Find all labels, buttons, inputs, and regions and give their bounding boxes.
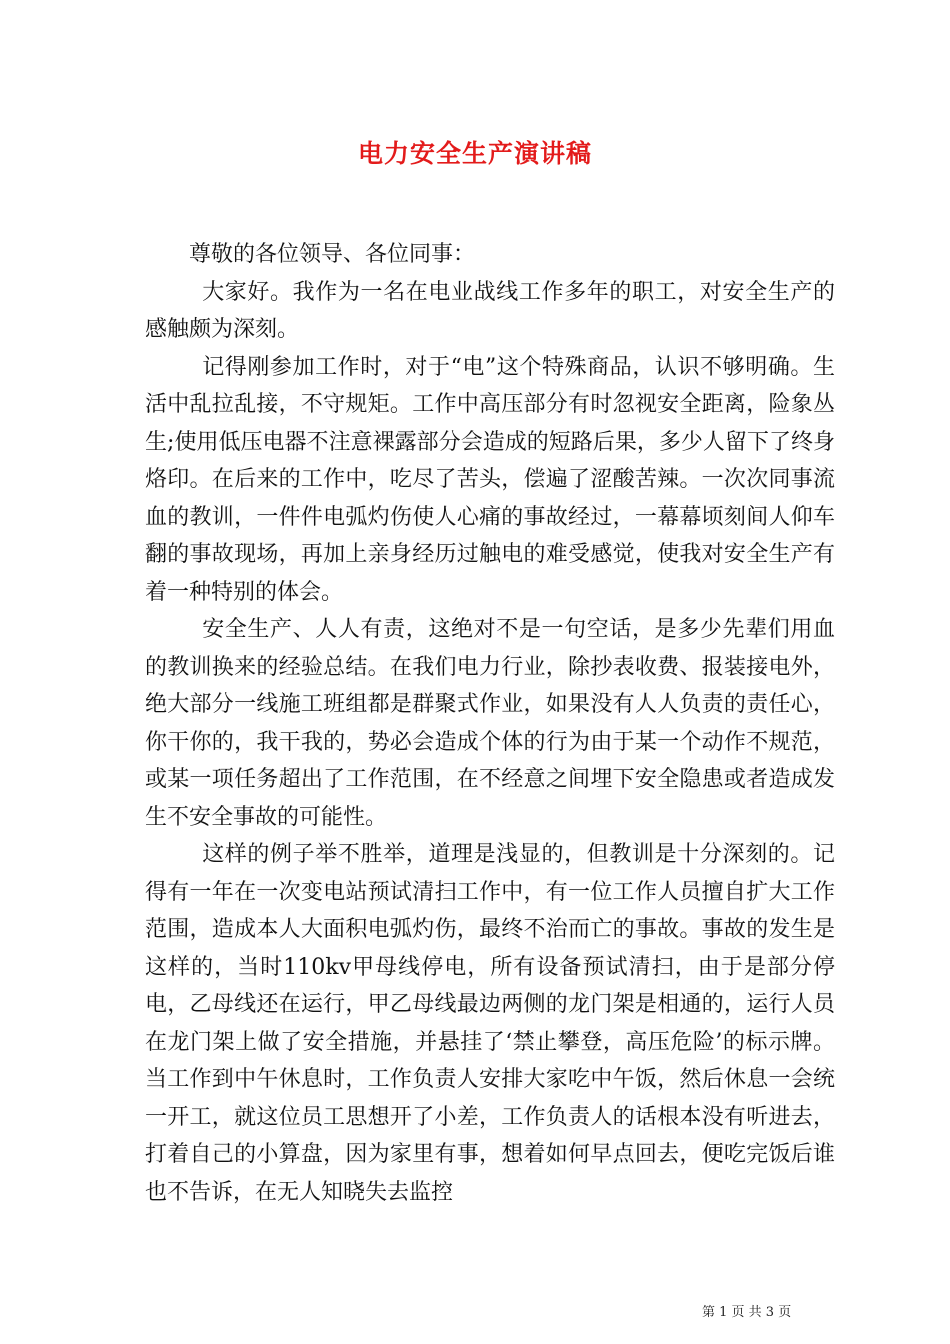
salutation: 尊敬的各位领导、各位同事： bbox=[189, 242, 476, 267]
document-body bbox=[145, 236, 835, 1211]
document-title: 电力安全生产演讲稿 bbox=[357, 139, 592, 168]
paragraph-2: 记得刚参加工作时，对于“电”这个特殊商品，认识不够明确。生活中乱拉乱接，不守规矩。工作中高压部分有时忽视安全距离，险象丛生;使用低压电器不注意裸露部分会造成的短路后果，多少人留下了终身烙印。在后来的工作中，吃尽了苦头，偿遍了涩酸苦辣。一次次同事流血的教训，一件件电弧灼伤使人心痛的事故经过，一幕幕顷刻间人仰车翻的事故现场，再加上亲身经历过触电的难受感觉，使我对安全生产有着一种特别的体会。 bbox=[145, 354, 835, 605]
paragraph-1: 大家好。我作为一名在电业战线工作多年的职工，对安全生产的感触颇为深刻。 bbox=[145, 279, 835, 342]
paragraph-3: 安全生产、人人有责，这绝对不是一句空话，是多少先辈们用血的教训换来的经验总结。在我们电力行业，除抄表收费、报装接电外，绝大部分一线施工班组都是群聚式作业，如果没有人人负责的责任心，你干你的，我干我的，势必会造成个体的行为由于某一个动作不规范，或某一项任务超出了工作范围，在不经意之间埋下安全隐患或者造成发生不安全事故的可能性。 bbox=[145, 617, 835, 830]
page-number: 第 1 页 共 3 页 bbox=[702, 1305, 792, 1320]
paragraph-4: 这样的例子举不胜举，道理是浅显的，但教训是十分深刻的。记得有一年在一次变电站预试清扫工作中，有一位工作人员擅自扩大工作范围，造成本人大面积电弧灼伤，最终不治而亡的事故。事故的发生是这样的，当时110kv甲母线停电，所有设备预试清扫，由于是部分停电，乙母线还在运行，甲乙母线最边两侧的龙门架是相通的，运行人员在龙门架上做了安全措施，并悬挂了‘禁止攀登，高压危险’的标示牌。当工作到中午休息时，工作负责人安排大家吃中午饭，然后休息一会统一开工，就这位员工思想开了小差，工作负责人的话根本没有听进去，打着自己的小算盘，因为家里有事，想着如何早点回去，便吃完饭后谁也不告诉，在无人知晓失去监控 bbox=[145, 842, 835, 1205]
